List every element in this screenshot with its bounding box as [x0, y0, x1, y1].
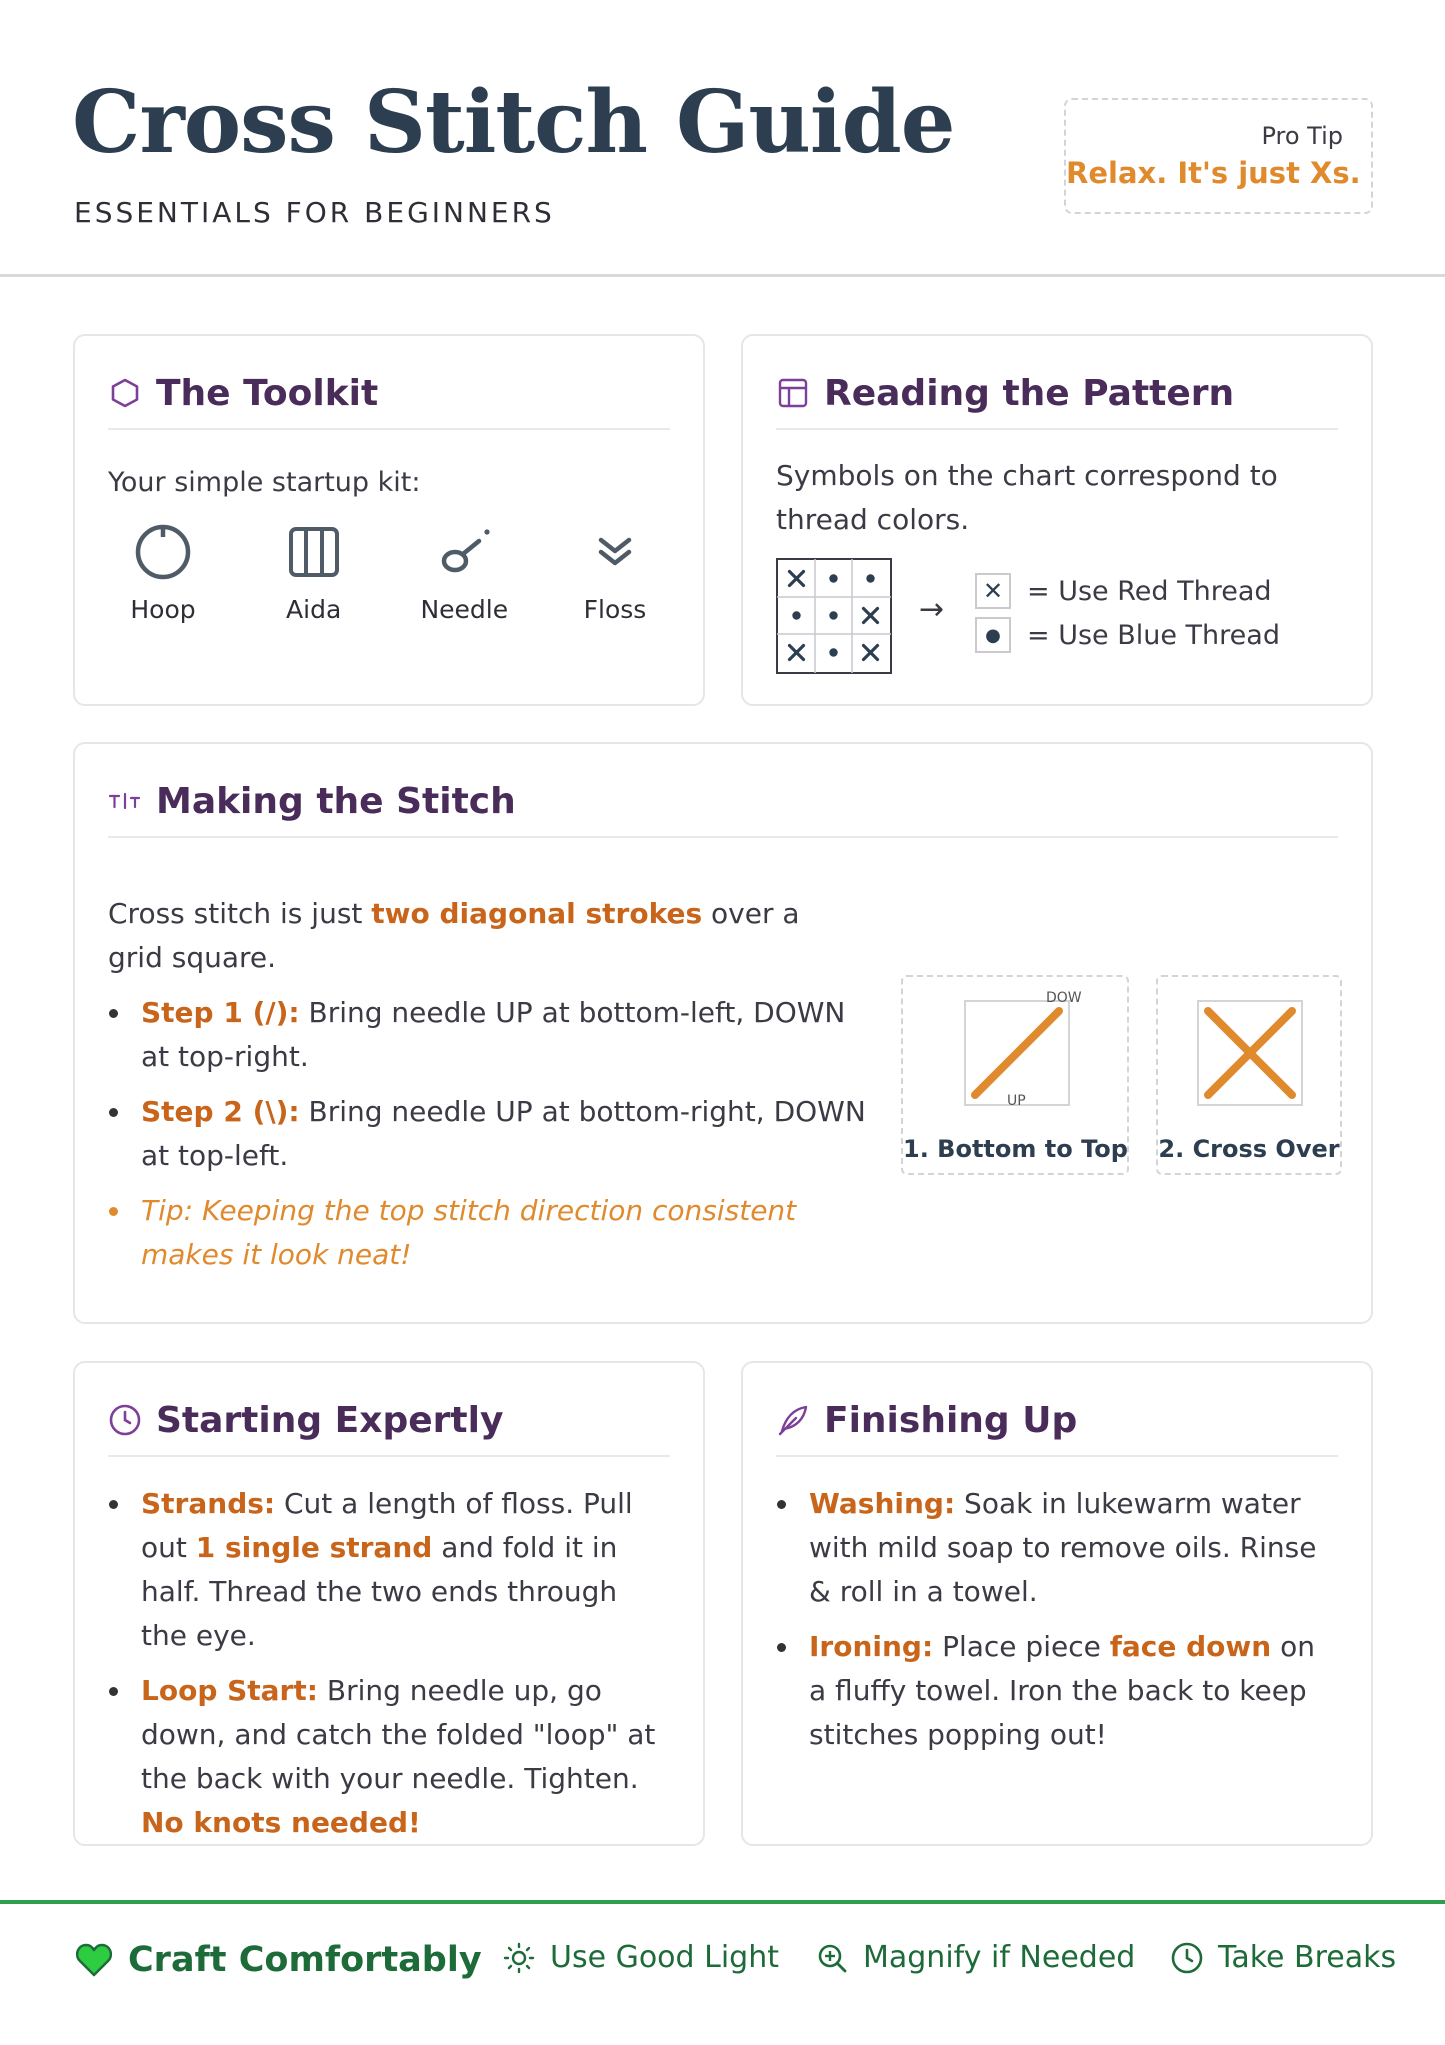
footer-item-text: Magnify if Needed	[863, 1940, 1136, 1975]
grid-dot-mark	[829, 574, 837, 582]
item-label: Strands:	[141, 1487, 276, 1520]
floss-icon	[584, 521, 646, 583]
text-size-icon	[108, 784, 142, 818]
grid-dot-mark	[829, 648, 837, 656]
page-subtitle: ESSENTIALS FOR BEGINNERS	[74, 196, 555, 229]
up-label: UP	[1007, 1093, 1026, 1109]
grid-dot-mark	[866, 574, 874, 582]
layout-icon	[776, 376, 810, 410]
item-text: and fold it in half. Thread the two ends through the eye.	[141, 1531, 618, 1652]
finishing-title: Finishing Up	[824, 1400, 1078, 1441]
item-label: Loop Start:	[141, 1674, 318, 1707]
item-label: Ironing:	[809, 1630, 934, 1663]
finishing-header	[776, 1401, 1338, 1457]
washing-item	[776, 1482, 1341, 1614]
item-text: Cut a length of floss. Pull out	[141, 1487, 633, 1564]
item-label: Washing:	[809, 1487, 956, 1520]
cross-symbol-icon: ✕	[975, 573, 1011, 609]
feather-icon	[776, 1403, 810, 1437]
stitch-intro	[108, 892, 808, 980]
pattern-title: Reading the Pattern	[824, 373, 1235, 414]
toolkit-title: The Toolkit	[156, 373, 379, 414]
stitch-card	[73, 742, 1373, 1324]
aida-icon	[283, 521, 345, 583]
footer-magnify	[815, 1940, 1135, 1975]
zoom-in-icon	[815, 1941, 849, 1975]
dot-symbol-icon: ●	[975, 617, 1011, 653]
grid-cross-mark	[790, 646, 804, 660]
loop-start-item	[108, 1669, 668, 1845]
down-label: DOW	[1046, 990, 1082, 1006]
footer-item-text: Take Breaks	[1218, 1940, 1397, 1975]
item-text: Soak in lukewarm water with mild soap to remove oils. Rinse & roll in a towel.	[809, 1487, 1317, 1608]
diagram-cross-over	[1156, 975, 1342, 1175]
cross-stitch-icon	[1158, 989, 1344, 1129]
step-2	[108, 1090, 868, 1178]
intro-highlight: two diagonal strokes	[371, 897, 703, 930]
diagram-label: 1. Bottom to Top	[903, 1135, 1128, 1163]
hoop-icon	[132, 521, 194, 583]
strands-item	[108, 1482, 668, 1658]
starting-header	[108, 1401, 670, 1457]
legend-row-blue	[975, 614, 1280, 656]
pattern-card	[741, 334, 1373, 706]
footer-craft-comfortably	[74, 1940, 482, 1980]
toolkit-card	[73, 334, 705, 706]
diagram-label: 2. Cross Over	[1158, 1135, 1340, 1163]
grid-cross-mark	[790, 572, 804, 586]
item-highlight: face down	[1109, 1630, 1272, 1663]
finishing-card	[741, 1361, 1373, 1846]
stitch-header	[108, 782, 1338, 838]
hexagon-icon	[108, 376, 142, 410]
step-label: Step 1 (/):	[141, 996, 300, 1029]
pattern-intro: Symbols on the chart correspond to thread colors.	[776, 459, 1278, 536]
intro-text: over a grid square.	[108, 897, 800, 974]
stitch-steps	[108, 991, 868, 1288]
clock-icon	[108, 1403, 142, 1437]
sun-icon	[502, 1941, 536, 1975]
tool-hoop	[108, 521, 218, 624]
footer-main-text: Craft Comfortably	[128, 1940, 482, 1980]
grid-cross-mark	[864, 646, 878, 660]
starting-title: Starting Expertly	[156, 1400, 504, 1441]
toolkit-intro: Your simple startup kit:	[108, 467, 421, 498]
pattern-header	[776, 374, 1338, 430]
footer-take-breaks	[1170, 1940, 1396, 1975]
stitch-tip: Tip: Keeping the top stitch direction consistent makes it look neat!	[108, 1189, 828, 1277]
pattern-chart-grid	[776, 558, 892, 674]
tool-label: Hoop	[130, 595, 196, 624]
toolkit-list	[108, 521, 670, 624]
pro-tip-text: Relax. It's just Xs.	[1066, 156, 1361, 190]
step-text: Bring needle UP at bottom-left, DOWN at top-right.	[141, 996, 846, 1073]
needle-icon	[433, 521, 495, 583]
item-highlight: No knots needed!	[141, 1806, 421, 1839]
legend-row-red	[975, 570, 1280, 612]
pro-tip-label: Pro Tip	[1261, 122, 1343, 150]
step-1	[108, 991, 868, 1079]
step-text: Bring needle UP at bottom-right, DOWN at top-left.	[141, 1095, 866, 1172]
legend-text: = Use Red Thread	[1027, 575, 1272, 607]
page-footer	[0, 1900, 1445, 2045]
starting-list	[108, 1482, 668, 1856]
item-highlight: 1 single strand	[195, 1531, 433, 1564]
ironing-item	[776, 1625, 1341, 1757]
grid-dot-mark	[792, 611, 800, 619]
tool-aida	[259, 521, 369, 624]
page-title: Cross Stitch Guide	[72, 72, 955, 173]
pro-tip-box	[1064, 98, 1373, 214]
tool-label: Aida	[286, 595, 342, 624]
tool-label: Floss	[583, 595, 647, 624]
starting-card	[73, 1361, 705, 1846]
page-header	[0, 0, 1445, 277]
item-text: on a fluffy towel. Iron the back to keep stitches popping out!	[809, 1630, 1315, 1751]
intro-text: Cross stitch is just	[108, 897, 372, 930]
pattern-legend	[975, 570, 1280, 656]
footer-item-text: Use Good Light	[550, 1940, 779, 1975]
footer-good-light	[502, 1940, 779, 1975]
arrow-icon: →	[919, 592, 945, 627]
grid-cross-mark	[864, 609, 878, 623]
tool-floss	[560, 521, 670, 624]
grid-dot-mark	[829, 611, 837, 619]
toolkit-header	[108, 374, 670, 430]
item-text: Place piece	[933, 1630, 1110, 1663]
tool-label: Needle	[420, 595, 509, 624]
heart-icon	[74, 1940, 114, 1980]
tool-needle	[409, 521, 519, 624]
clock-icon	[1170, 1941, 1204, 1975]
finishing-list	[776, 1482, 1341, 1768]
diagram-bottom-to-top	[901, 975, 1129, 1175]
legend-text: = Use Blue Thread	[1027, 619, 1280, 651]
item-text: Bring needle up, go down, and catch the folded "loop" at the back with your needle. Tighten.	[141, 1674, 656, 1795]
step-label: Step 2 (\):	[141, 1095, 300, 1128]
stitch-title: Making the Stitch	[156, 781, 516, 822]
